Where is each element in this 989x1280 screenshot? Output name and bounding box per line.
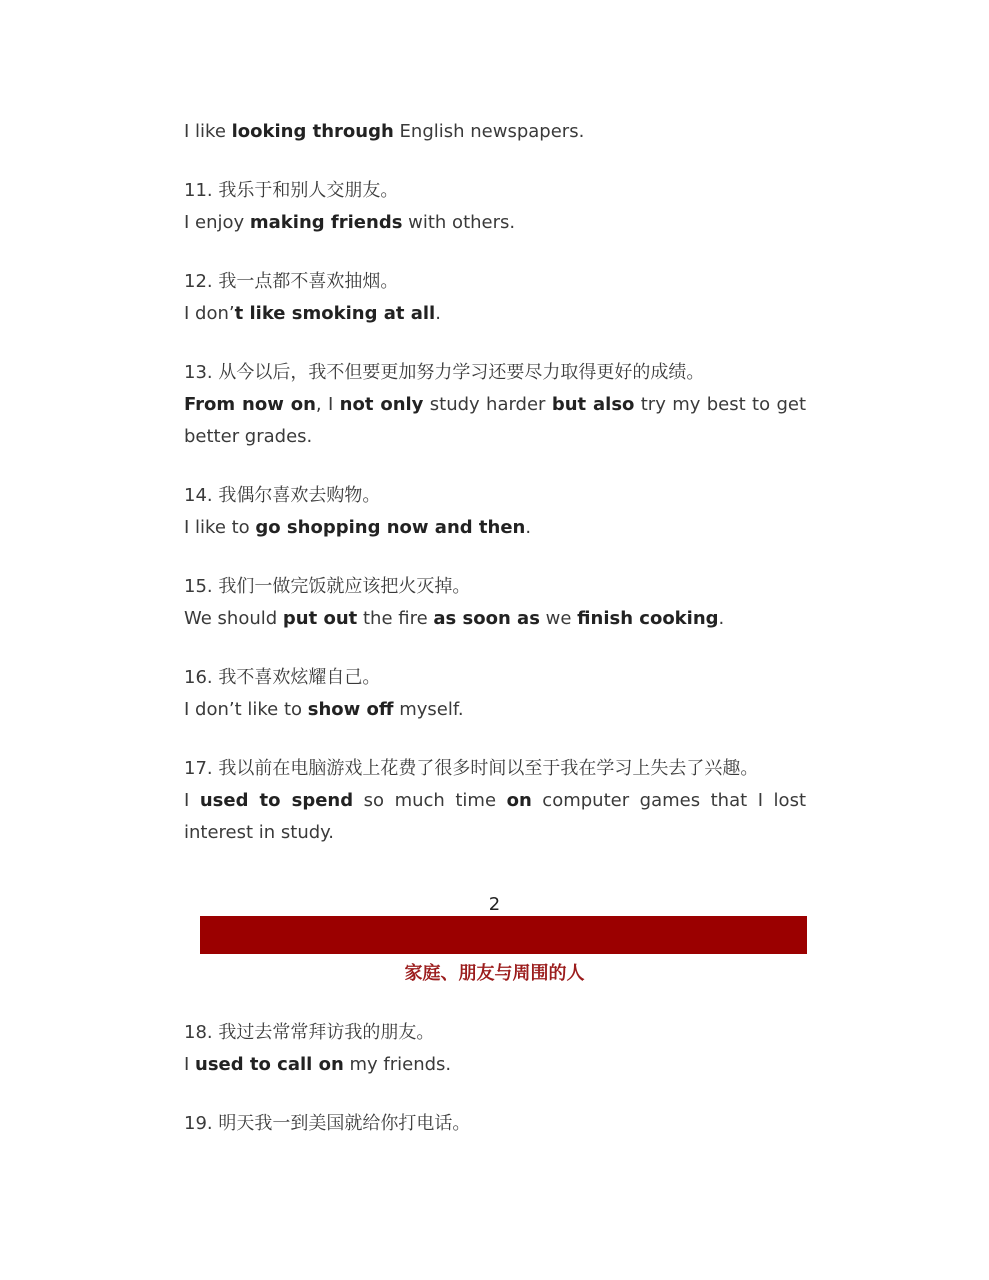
text-run: my friends. [343,1054,452,1075]
key-phrase: go shopping now and then [255,517,526,538]
section-divider-bar [200,916,807,954]
sentence-en [184,120,584,144]
key-phrase: show off [307,699,394,720]
text-run: . [718,608,725,629]
sentence-en-continued: interest in study. [184,822,334,843]
key-phrase: looking through [231,121,394,142]
key-phrase: as soon as [433,608,540,629]
key-phrase: used to spend [199,790,354,811]
text-run: myself. [393,699,464,720]
sentence-en [184,1053,451,1077]
sentence-cn: 18. 我过去常常拜访我的朋友。 [184,1022,435,1043]
key-phrase: but also [551,394,635,415]
text-run: I like to [184,517,256,538]
section-title: 家庭、朋友与周围的人 [404,963,585,984]
text-run: I don’t like to [184,699,308,720]
sentence-cn: 12. 我一点都不喜欢抽烟。 [184,271,399,292]
text-run: English newspapers. [393,121,585,142]
sentence-en [184,516,531,540]
sentence-cn: 13. 从今以后，我不但要更加努力学习还要尽力取得更好的成绩。 [184,362,705,383]
text-run: . [435,303,441,324]
section-number: 2 [488,894,501,915]
key-phrase: put out [282,608,358,629]
key-phrase: making friends [249,212,403,233]
text-run: . [525,517,532,538]
sentence-en [184,698,464,722]
sentence-en [184,393,806,417]
sentence-en [184,302,441,326]
key-phrase: From now on [184,394,316,415]
key-phrase: used to call on [195,1054,344,1075]
text-run: I [184,1054,196,1075]
text-run: We should [184,608,283,629]
sentence-cn: 11. 我乐于和别人交朋友。 [184,180,399,201]
sentence-cn: 17. 我以前在电脑游戏上花费了很多时间以至于我在学习上失去了兴趣。 [184,758,759,779]
sentence-cn: 19. 明天我一到美国就给你打电话。 [184,1113,471,1134]
text-run: so much time [353,790,507,811]
text-run: , I [315,394,340,415]
text-run: I enjoy [184,212,250,233]
sentence-en-continued: better grades. [184,426,313,447]
sentence-en [184,607,724,631]
text-run: study harder [423,394,552,415]
key-phrase: t like smoking at all [234,303,436,324]
sentence-en [184,789,806,813]
key-phrase: not only [339,394,424,415]
sentence-cn: 15. 我们一做完饭就应该把火灭掉。 [184,576,471,597]
text-run: computer games that I lost [531,790,807,811]
text-run: with others. [402,212,516,233]
text-run: I like [184,121,232,142]
sentence-cn: 14. 我偶尔喜欢去购物。 [184,485,381,506]
text-run: I don’ [184,303,235,324]
text-run: we [539,608,578,629]
sentence-en [184,211,515,235]
text-run: I [184,790,200,811]
text-run: try my best to get [634,394,806,415]
sentence-cn: 16. 我不喜欢炫耀自己。 [184,667,381,688]
key-phrase: on [506,790,532,811]
text-run: the fire [357,608,434,629]
key-phrase: finish cooking [577,608,719,629]
